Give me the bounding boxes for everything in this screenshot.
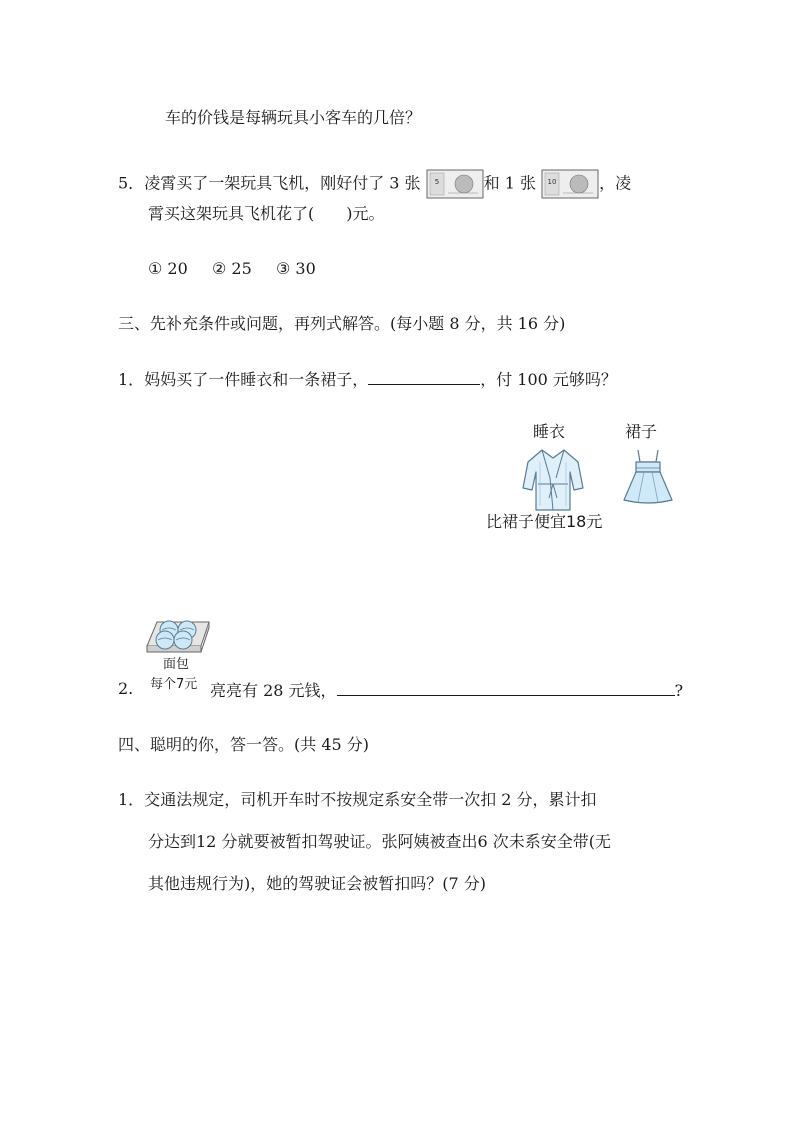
ten-yuan-bill-icon xyxy=(541,169,599,199)
question-5-text-b: 和 1 张 xyxy=(483,173,536,193)
pajamas-price-note: 比裙子便宜18元 xyxy=(486,512,603,531)
section-3-title: 三、先补充条件或问题，再列式解答。(每小题 8 分，共 16 分) xyxy=(118,314,566,333)
pajamas-icon xyxy=(522,448,584,512)
skirt-label: 裙子 xyxy=(625,422,658,441)
section-4-question-1-line3: 其他违规行为)，她的驾驶证会被暂扣吗？(7 分) xyxy=(148,874,486,893)
question-5-text-c: ，凌 xyxy=(599,173,632,193)
question-5-text-a: 凌霄买了一架玩具飞机，刚好付了 3 张 xyxy=(144,173,421,193)
question-5-options xyxy=(148,261,316,277)
section-4-question-1-line2: 分达到12 分就要被暂扣驾驶证。张阿姨被查出6 次未系安全带(无 xyxy=(148,832,611,851)
s3q2-text: 亮亮有 28 元钱， xyxy=(210,681,337,700)
ten-yuan-label: 10 xyxy=(547,178,557,186)
bread-price: 每个7元 xyxy=(150,677,198,692)
section-3-question-2 xyxy=(210,681,683,699)
section-3-question-1 xyxy=(118,370,617,388)
question-5-line2: 霄买这架玩具飞机花了( )元。 xyxy=(148,204,385,223)
option-1[interactable]: ① 20 xyxy=(148,259,188,278)
s3q1-number: 1． xyxy=(118,370,145,389)
s3q2-blank[interactable] xyxy=(337,681,675,696)
bread-plate-icon xyxy=(145,612,211,658)
option-3[interactable]: ③ 30 xyxy=(275,259,316,278)
question-5-line1 xyxy=(118,169,631,193)
s3q2-end: ? xyxy=(674,681,684,700)
s4q1-line1: 交通法规定，司机开车时不按规定系安全带一次扣 2 分，累计扣 xyxy=(144,790,597,809)
bread-label: 面包 xyxy=(163,657,190,672)
option-2[interactable]: ② 25 xyxy=(211,259,252,278)
section-3-question-2-number: 2. xyxy=(118,679,134,698)
question-4-continuation: 车的价钱是每辆玩具小客车的几倍？ xyxy=(165,108,422,127)
s4q1-number: 1． xyxy=(118,790,145,809)
skirt-icon xyxy=(622,448,674,506)
five-yuan-bill-icon xyxy=(426,169,484,199)
pajamas-label: 睡衣 xyxy=(533,422,566,441)
s3q1-text-b: ，付 100 元够吗？ xyxy=(480,370,617,389)
section-4-question-1-line1 xyxy=(118,792,597,808)
s3q1-blank[interactable] xyxy=(368,370,480,385)
s3q1-text-a: 妈妈买了一件睡衣和一条裙子， xyxy=(144,370,369,389)
question-5-number: 5． xyxy=(118,173,145,193)
section-4-title: 四、聪明的你，答一答。(共 45 分) xyxy=(118,735,370,754)
five-yuan-label: 5 xyxy=(434,178,439,186)
